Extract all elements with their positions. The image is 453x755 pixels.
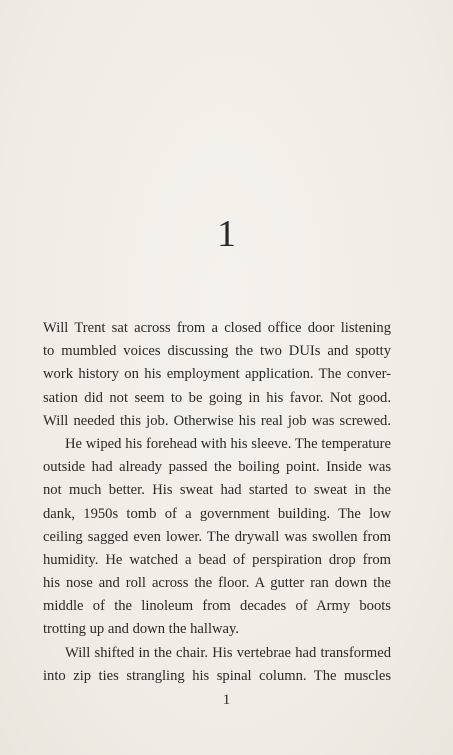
body-text bbox=[43, 317, 391, 688]
page-number: 1 bbox=[222, 692, 231, 708]
text-line: ceiling sagged even lower. The drywall was swollen from bbox=[43, 528, 391, 545]
text-line: his nose and roll across the floor. A gutter ran down the bbox=[43, 575, 391, 592]
text-line: middle of the linoleum from decades of Army boots bbox=[43, 598, 391, 615]
text-line: into zip ties strangling his spinal column. The muscles bbox=[43, 667, 391, 684]
text-line: trotting up and down the hallway. bbox=[43, 621, 240, 638]
text-line: dank, 1950s tomb of a government building. The low bbox=[43, 505, 391, 522]
text-line: to mumbled voices discussing the two DUIs and spotty bbox=[43, 343, 391, 360]
text-line: Will needed this job. Otherwise his real job was screwed. bbox=[43, 412, 391, 429]
text-line: He wiped his forehead with his sleeve. The temperature bbox=[65, 435, 391, 452]
text-line: not much better. His sweat had started to sweat in the bbox=[43, 482, 391, 499]
text-line: outside had already passed the boiling point. Inside was bbox=[43, 459, 391, 476]
text-line: work history on his employment application. The conver- bbox=[43, 366, 391, 383]
text-line: sation did not seem to be going in his favor. Not good. bbox=[43, 389, 391, 406]
text-line: Will Trent sat across from a closed office door listening bbox=[43, 320, 391, 336]
text-line: Will shifted in the chair. His vertebrae had transformed bbox=[65, 644, 391, 661]
text-line: humidity. He watched a bead of perspiration drop from bbox=[43, 551, 391, 568]
chapter-number: 1 bbox=[217, 213, 236, 255]
